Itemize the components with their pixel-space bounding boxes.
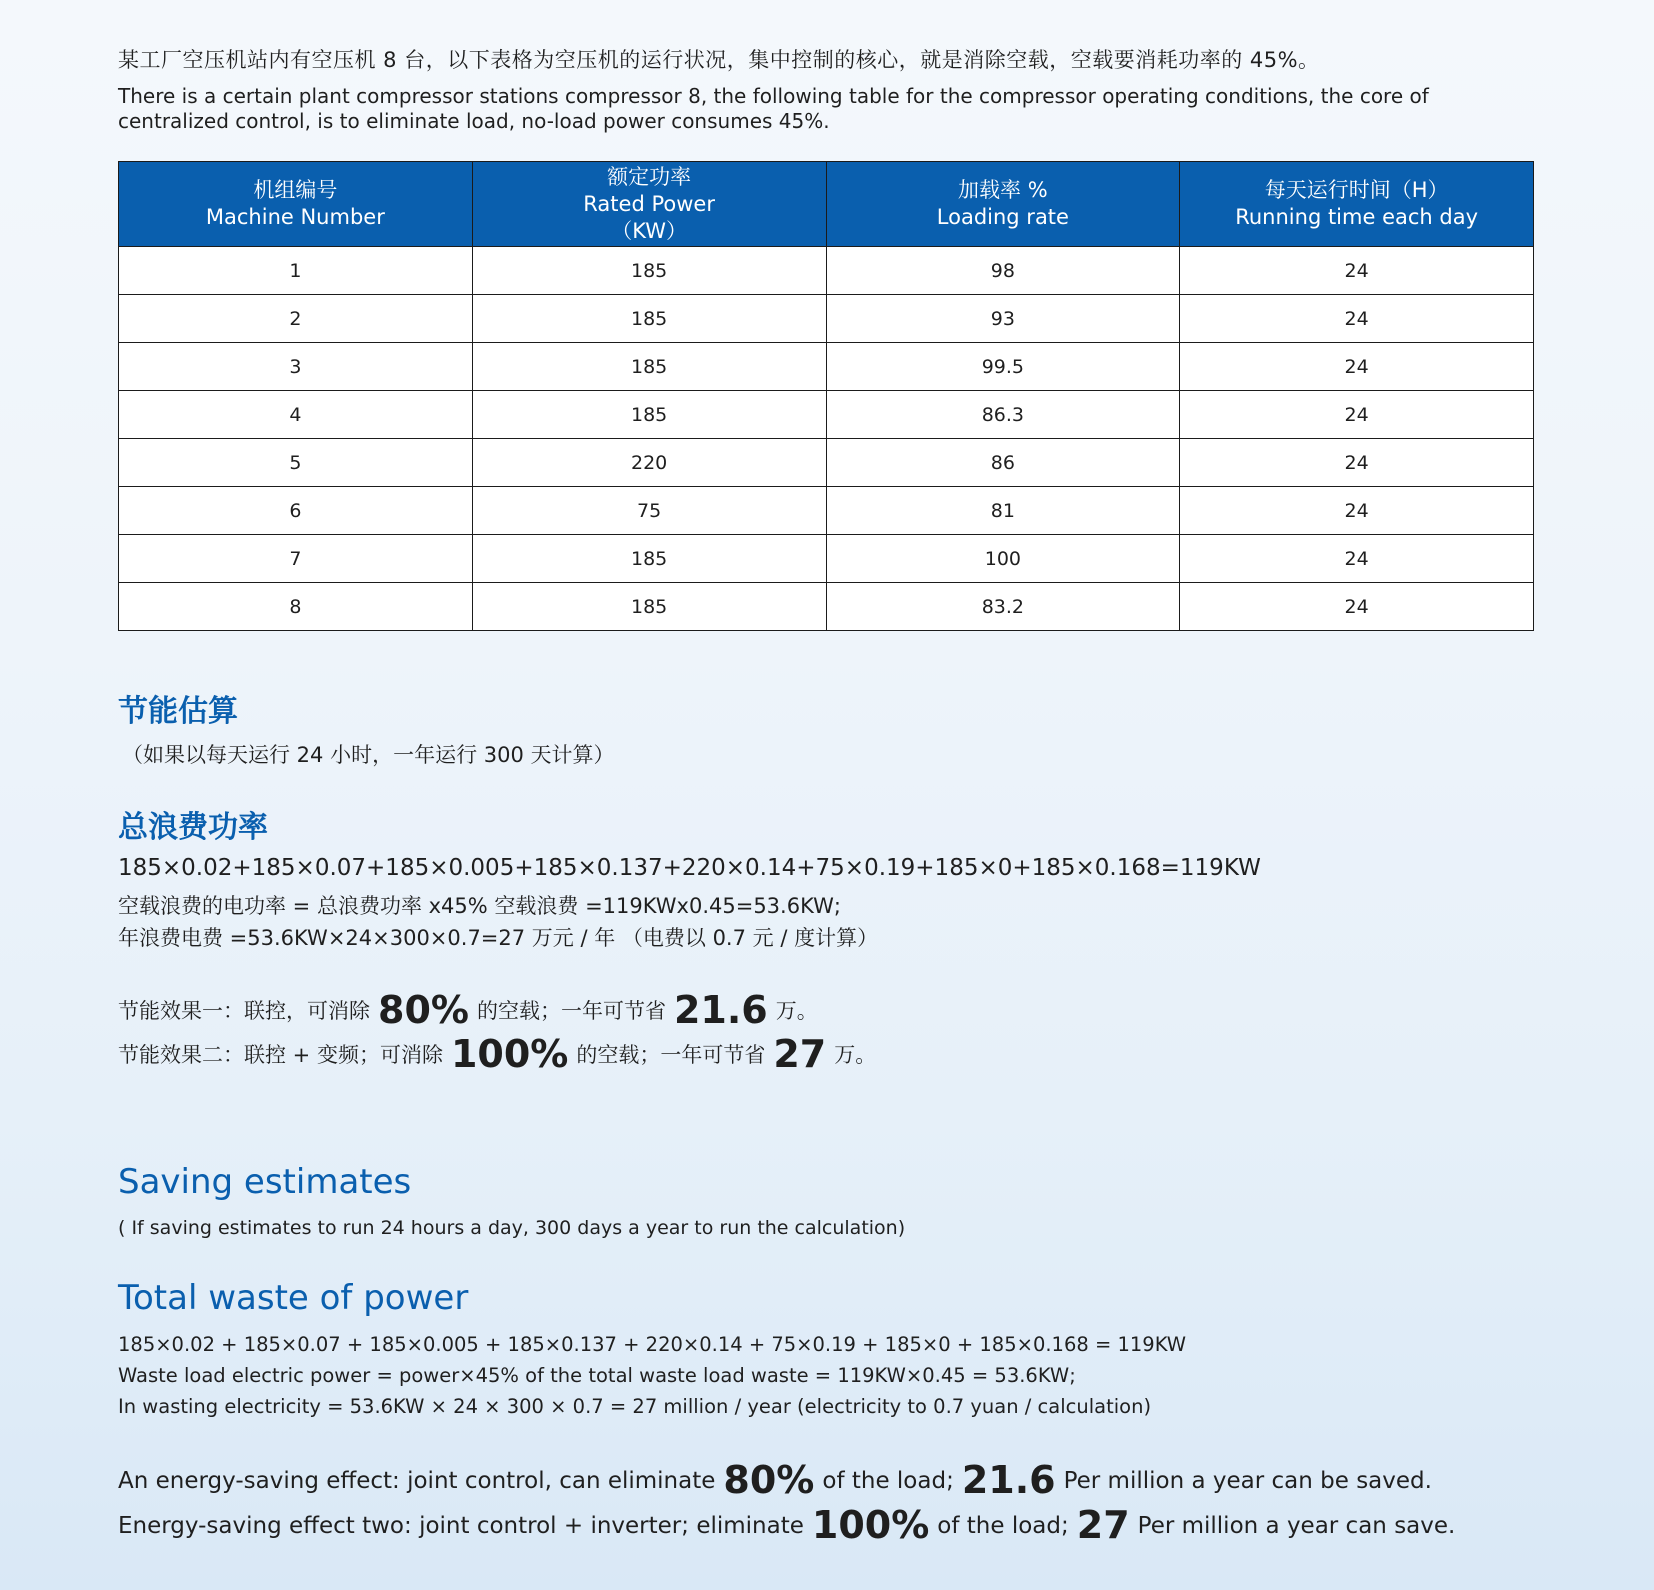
effect-amount: 21.6 (673, 988, 768, 1032)
intro-text-en: There is a certain plant compressor stations compressor 8, the following table for the compressor operating conditions, the core of centralized control, is to eliminate load, no-load power consumes 45%. (118, 84, 1429, 133)
effect-percent: 80% (378, 988, 469, 1032)
cell-running-time: 24 (1180, 583, 1534, 631)
en-formula-annual: In wasting electricity = 53.6KW × 24 × 300 × 0.7 = 27 million / year (electricity to 0.7 yuan / calculation) (118, 1395, 1152, 1418)
header-unit: （KW） (611, 218, 688, 243)
effect-text: Per million a year can save. (1137, 1513, 1456, 1539)
header-en: Running time each day (1235, 205, 1479, 229)
table-row (119, 391, 1534, 439)
header-en: Loading rate (936, 205, 1069, 229)
cell-rated-power: 185 (472, 583, 826, 631)
cell-rated-power: 185 (472, 247, 826, 295)
cell-loading-rate: 86.3 (826, 391, 1180, 439)
en-section-title: Saving estimates (118, 1162, 412, 1202)
en-formula-noload: Waste load electric power = power×45% of the total waste load waste = 119KW×0.45 = 53.6KW; (118, 1364, 1076, 1387)
table-row (119, 583, 1534, 631)
effect-text: 的空载；一年可节省 (576, 1043, 766, 1067)
cell-running-time: 24 (1180, 439, 1534, 487)
effect-text: 万。 (834, 1043, 877, 1067)
cell-machine-number: 8 (119, 583, 473, 631)
intro-text-cn: 某工厂空压机站内有空压机 8 台，以下表格为空压机的运行状况，集中控制的核心，就是消除空载，空载要消耗功率的 45%。 (118, 48, 1320, 72)
effect-text: An energy-saving effect: joint control, can eliminate (118, 1468, 716, 1494)
cell-running-time: 24 (1180, 247, 1534, 295)
table-header-row (119, 162, 1534, 247)
cn-effect-two (118, 1032, 876, 1076)
effect-text: Energy-saving effect two: joint control + inverter; eliminate (118, 1513, 804, 1539)
effect-text: 万。 (775, 999, 818, 1023)
cell-machine-number: 3 (119, 343, 473, 391)
effect-percent: 80% (723, 1458, 815, 1502)
en-effect-one (118, 1458, 1432, 1502)
effect-text: 节能效果二：联控 + 变频；可消除 (118, 1043, 443, 1067)
effect-amount: 27 (1076, 1503, 1130, 1547)
cell-loading-rate: 93 (826, 295, 1180, 343)
compressor-table (118, 161, 1534, 631)
cell-rated-power: 185 (472, 343, 826, 391)
cn-section-title: 节能估算 (118, 694, 238, 729)
effect-percent: 100% (450, 1032, 569, 1076)
header-loading-rate (826, 162, 1180, 247)
header-rated-power (472, 162, 826, 247)
cell-running-time: 24 (1180, 343, 1534, 391)
effect-text: of the load; (937, 1513, 1069, 1539)
header-en: Rated Power (583, 191, 715, 216)
cell-machine-number: 6 (119, 487, 473, 535)
effect-percent: 100% (811, 1503, 930, 1547)
cell-rated-power: 75 (472, 487, 826, 535)
effect-text: Per million a year can be saved. (1063, 1468, 1432, 1494)
table-row (119, 439, 1534, 487)
header-running-time (1180, 162, 1534, 247)
cell-loading-rate: 100 (826, 535, 1180, 583)
cell-loading-rate: 86 (826, 439, 1180, 487)
cell-loading-rate: 81 (826, 487, 1180, 535)
cell-machine-number: 5 (119, 439, 473, 487)
effect-text: 的空载；一年可节省 (476, 999, 666, 1023)
table-row (119, 295, 1534, 343)
header-cn: 额定功率 (607, 164, 692, 189)
cn-formula-total: 185×0.02+185×0.07+185×0.005+185×0.137+220×0.14+75×0.19+185×0+185×0.168=119KW (118, 855, 1261, 881)
cell-running-time: 24 (1180, 535, 1534, 583)
effect-text: of the load; (822, 1468, 954, 1494)
cell-running-time: 24 (1180, 295, 1534, 343)
cell-machine-number: 1 (119, 247, 473, 295)
cell-rated-power: 185 (472, 391, 826, 439)
table-row (119, 535, 1534, 583)
header-cn: 机组编号 (253, 178, 338, 202)
header-en: Machine Number (205, 205, 385, 229)
effect-text: 节能效果一：联控，可消除 (118, 999, 370, 1023)
table-row (119, 343, 1534, 391)
cell-loading-rate: 98 (826, 247, 1180, 295)
cn-formula-annual: 年浪费电费 =53.6KW×24×300×0.7=27 万元 / 年 （电费以 0.7 元 / 度计算） (118, 926, 879, 950)
cell-machine-number: 7 (119, 535, 473, 583)
cn-formula-noload: 空载浪费的电功率 = 总浪费功率 x45% 空载浪费 =119KWx0.45=53.6KW; (118, 894, 841, 918)
table-row (119, 247, 1534, 295)
en-effect-two (118, 1503, 1455, 1547)
header-cn: 每天运行时间（H） (1264, 178, 1449, 202)
effect-amount: 27 (773, 1032, 827, 1076)
cell-machine-number: 2 (119, 295, 473, 343)
effect-amount: 21.6 (961, 1458, 1056, 1502)
cell-rated-power: 220 (472, 439, 826, 487)
cn-effect-one (118, 988, 818, 1032)
en-waste-title: Total waste of power (118, 1278, 469, 1318)
en-formula-total: 185×0.02 + 185×0.07 + 185×0.005 + 185×0.137 + 220×0.14 + 75×0.19 + 185×0 + 185×0.168 = 119KW (118, 1333, 1187, 1356)
header-machine-number (119, 162, 473, 247)
cell-loading-rate: 83.2 (826, 583, 1180, 631)
cell-running-time: 24 (1180, 391, 1534, 439)
cn-waste-title: 总浪费功率 (118, 810, 268, 845)
cell-loading-rate: 99.5 (826, 343, 1180, 391)
cell-running-time: 24 (1180, 487, 1534, 535)
en-section-subtitle: ( If saving estimates to run 24 hours a day, 300 days a year to run the calculation) (118, 1217, 906, 1239)
table-row (119, 487, 1534, 535)
cn-section-subtitle: （如果以每天运行 24 小时，一年运行 300 天计算） (122, 743, 615, 767)
header-cn: 加载率 % (958, 178, 1048, 202)
cell-rated-power: 185 (472, 295, 826, 343)
cell-machine-number: 4 (119, 391, 473, 439)
cell-rated-power: 185 (472, 535, 826, 583)
